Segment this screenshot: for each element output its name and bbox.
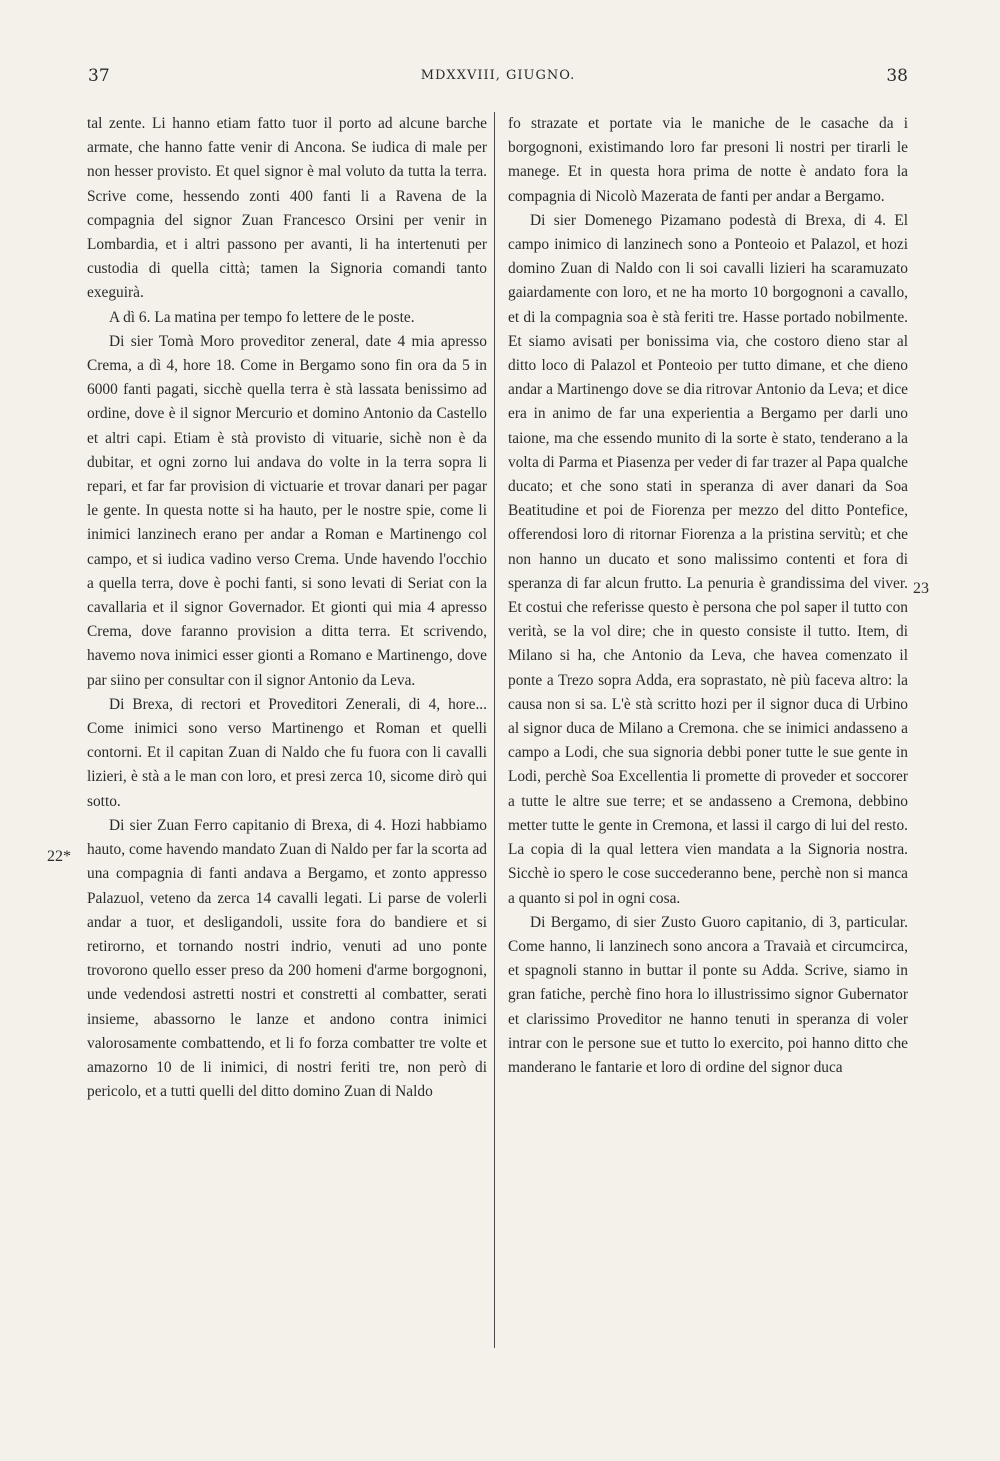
- column-divider: [494, 112, 495, 1348]
- page-number-left: 37: [88, 66, 110, 86]
- page-number-right: 38: [886, 66, 908, 86]
- margin-number-left: 22*: [47, 848, 71, 865]
- margin-number-right: 23: [913, 580, 929, 597]
- paragraph: Di Bergamo, di sier Zusto Guoro capitanio, di 3, particular. Come hanno, li lanzinech sono ancora a Travaià et circumcirca, et spagnoli stanno in buttar il ponte su Adda. Scrive, siamo in gran fatiche, perchè fino hora lo illustrissimo signor Gubernator et clarissimo Proveditor ne hanno tenuti in speranza di voler intrar con le persone sue et tutto lo exercito, poi hanno ditto che manderano le fantarie et loro di ordine del signor duca: [508, 913, 908, 1076]
- paragraph: A dì 6. La matina per tempo fo lettere de le poste.: [109, 308, 415, 326]
- paragraph: Di sier Zuan Ferro capitanio di Brexa, di 4. Hozi habbiamo hauto, come havendo mandato Zuan di Naldo per far la scorta ad una compagnia di fanti andava a Bergamo, et zonto appresso Palazuol, veteno da zerca 14 cavalli legati. Li parse de volerli andar a tuor, et desligandoli, ussite fora do bandiere et si retirorno, et tornando nostri indrio, venuti ad uno ponte trovorono quello esser preso da 200 homeni d'arme borgognoni, unde vedendosi astretti nostri et constretti al combatter, serati insieme, abassorno le lanze et andono contra inimici valorosamente combattendo, et li fo forza combatter tre volte et amazorno 10 de li inimici, di nostri feriti tre, non però di pericolo, et a tutti quelli del ditto domino Zuan di Naldo: [87, 816, 487, 1101]
- paragraph: Di sier Tomà Moro proveditor zeneral, date 4 mia apresso Crema, a dì 4, hore 18. Come in Bergamo sono fin ora da 5 in 6000 fanti pagati, sicchè quella terra è stà lassata benissimo ad ordine, dove è il signor Mercurio et domino Antonio da Castello et altri capi. Etiam è stà provisto di vituarie, sichè non è da dubitar, et ogni zorno lui andava do volte in la terra sopra li repari, et far far provision di victuarie et trovar danari per pagar le gente. In questa notte si ha hauto, per le nostre spie, come li inimici lanzinech erano per andar a Roman e Martinengo col campo, et si iudica vadino verso Crema. Unde havendo l'occhio a quella terra, dove è pochi fanti, si sono levati di Seriat con la cavallaria et il signor Governador. Et gionti qui mia 4 apresso Crema, dove faranno provision a ditta terra. Et scrivendo, havemo nova inimici esser gionti a Romano e Martinengo, dove par siino per consultar con il signor Antonio da Leva.: [87, 332, 487, 689]
- paragraph: fo strazate et portate via le maniche de le casache da i borgognoni, existimando loro far presoni li nostri per tirarli le manege. Et in questa hora prima de notte è andato fora la compagnia di Nicolò Mazerata de fanti per andar a Bergamo.: [508, 115, 908, 205]
- page-header: [88, 66, 908, 96]
- paragraph: tal zente. Li hanno etiam fatto tuor il porto ad alcune barche armate, che hanno fatte venir di Ancona. Se iudica di male per non hesser provisto. Et quel signor è mal voluto da tutta la terra. Scrive come, hessendo zonti 400 fanti li a Ravena de la compagnia del signor Zuan Francesco Orsini per venir in Lombardia, et i altri passono per avanti, li ha intertenuti per custodia di quella città; tamen la Signoria comandi tanto exeguirà.: [87, 115, 487, 302]
- left-column: [87, 112, 487, 1104]
- paragraph: Di Brexa, di rectori et Proveditori Zenerali, di 4, hore... Come inimici sono verso Martinengo et Roman et quelli contorni. Et il capitan Zuan di Naldo che fu fuora con li cavalli lizieri, è stà a le man con loro, et presi zerca 10, sicome dirò qui sotto.: [87, 695, 487, 810]
- paragraph: Di sier Domenego Pizamano podestà di Brexa, di 4. El campo inimico di lanzinech sono a Ponteoio et Palazol, et hozi domino Zuan di Naldo con li soi cavalli lizieri ha scaramuzato gaiardamente con loro, et ne ha morto 10 borgognoni a cavallo, et di la compagnia soa è stà feriti tre. Hasse portado nobilmente. Et siamo avisati per bonissima via, che costoro dieno star al ditto loco di Palazol et Ponteoio per tutto dimane, et che dieno andar a Martinengo dove se dia ritrovar Antonio da Leva; et dice era in animo de far una experientia a Bergamo per darli uno taione, ma che essendo munito di la sorte è stato, tenderano a la volta di Parma et Piasenza per veder di far trazer al Papa qualche ducato; et che sono stati in speranza di aver danari da Soa Beatitudine et poi de Fiorenza per mezzo del ditto Pontefice, offerendosi loro di ritornar Fiorenza a la pristina servitù; et che non hanno un ducato et sono malissimo contenti et fora di speranza di far alcun frutto. La penuria è grandissima del viver. Et costui che referisse questo è persona che pol saper il tutto con verità, se la vol dire; che in questo consiste il tutto. Item, di Milano si ha, che Antonio da Leva, che havea comenzato il ponte a Trezo sopra Adda, era soprastato, nè più faceva altro: la causa non si sa. L'è stà scritto hozi per il signor duca di Urbino al signor duca de Milano a Cremona. che se inimici andasseno a campo a Lodi, che sua signoria debbi poner tutte le sue gente in Lodi, perchè Soa Excellentia li promette di proveder et soccorer a tutte le altre sue terre; et se andasseno a Cremona, debbino metter tutte le gente in Cremona, et lassi il cargo di lui del resto. La copia di la qual lettera vien mandata a la Signoria nostra. Sicchè io spero le cose succederanno bene, perchè non si manca a quanto si pol in ogni cosa.: [508, 211, 908, 907]
- running-title: MDXXVIII, GIUGNO.: [420, 68, 576, 83]
- right-column: [508, 112, 908, 1080]
